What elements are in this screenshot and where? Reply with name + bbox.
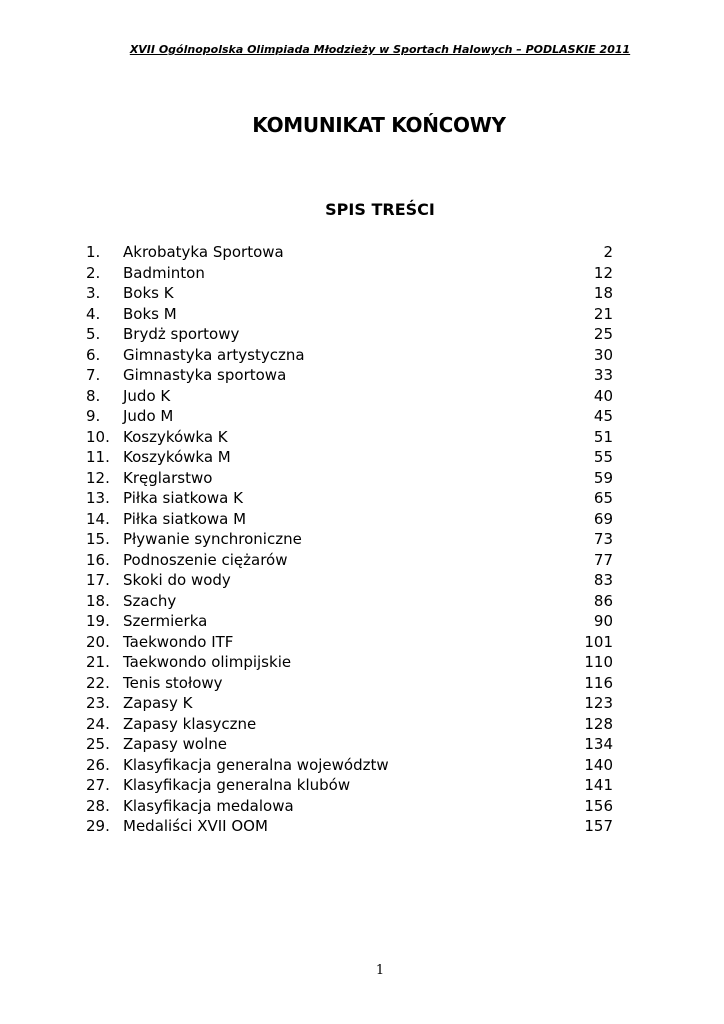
toc-entry-number: 7. [86, 366, 101, 384]
toc-entry-label: Judo M [123, 407, 174, 425]
toc-entry-page: 55 [593, 448, 613, 466]
toc-entry-label: Taekwondo ITF [123, 632, 234, 651]
toc-entry-number: 27. [86, 776, 110, 794]
toc-entry-label: Akrobatyka Sportowa [123, 243, 284, 261]
toc-entry-label: Klasyfikacja medalowa [123, 796, 294, 815]
toc-entry-number: 28. [86, 796, 110, 815]
toc-entry-page: 86 [593, 591, 613, 610]
toc-entry [86, 550, 613, 571]
toc-title: SPIS TREŚCI [325, 200, 435, 219]
toc-entry-label: Taekwondo olimpijskie [123, 653, 292, 671]
toc-entry-label: Kręglarstwo [123, 468, 213, 487]
toc-entry-page: 110 [584, 653, 613, 671]
toc-entry-label: Gimnastyka artystyczna [123, 345, 305, 364]
toc-entry-label: Szermierka [123, 612, 208, 630]
toc-entry [86, 755, 613, 776]
toc-entry [86, 242, 613, 263]
toc-entry [86, 796, 613, 817]
toc-entry-label: Medaliści XVII OOM [123, 817, 268, 835]
toc-entry-number: 8. [86, 386, 101, 405]
toc-entry-label: Zapasy klasyczne [123, 714, 257, 733]
toc-entry [86, 775, 613, 796]
toc-entry-page: 83 [593, 571, 613, 589]
toc-entry-page: 2 [603, 243, 613, 261]
table-of-contents [86, 242, 613, 837]
toc-entry-number: 20. [86, 632, 110, 651]
toc-entry-number: 13. [86, 489, 110, 507]
toc-entry-page: 21 [593, 304, 613, 323]
toc-entry-number: 16. [86, 550, 110, 569]
toc-entry-page: 90 [593, 612, 613, 630]
toc-entry-number: 2. [86, 263, 101, 282]
toc-entry-label: Koszykówka K [123, 427, 228, 446]
toc-entry-label: Boks K [123, 284, 174, 302]
toc-entry-number: 24. [86, 714, 110, 733]
toc-entry-label: Gimnastyka sportowa [123, 366, 287, 384]
toc-entry-page: 12 [593, 263, 613, 282]
toc-entry-number: 15. [86, 530, 110, 548]
toc-entry-page: 59 [593, 468, 613, 487]
toc-entry-label: Podnoszenie ciężarów [123, 550, 288, 569]
toc-entry-label: Skoki do wody [123, 571, 231, 589]
toc-entry-number: 29. [86, 817, 110, 835]
toc-entry [86, 468, 613, 489]
toc-entry-label: Pływanie synchroniczne [123, 530, 302, 548]
toc-entry [86, 673, 613, 694]
toc-entry-number: 5. [86, 325, 101, 343]
toc-entry-number: 4. [86, 304, 101, 323]
toc-entry-label: Tenis stołowy [123, 673, 223, 692]
toc-entry-page: 156 [584, 796, 613, 815]
toc-entry [86, 652, 613, 673]
toc-entry-page: 69 [593, 509, 613, 528]
toc-entry-page: 134 [584, 735, 613, 753]
toc-entry [86, 714, 613, 735]
toc-entry [86, 632, 613, 653]
toc-entry-label: Zapasy K [123, 694, 193, 712]
toc-entry [86, 304, 613, 325]
toc-entry-label: Szachy [123, 591, 177, 610]
toc-entry-number: 18. [86, 591, 110, 610]
toc-entry [86, 345, 613, 366]
toc-entry [86, 488, 613, 509]
toc-entry-page: 30 [593, 345, 613, 364]
toc-entry-page: 101 [584, 632, 613, 651]
toc-entry-number: 22. [86, 673, 110, 692]
document-title: KOMUNIKAT KOŃCOWY [252, 113, 506, 137]
toc-entry [86, 447, 613, 468]
toc-entry-number: 1. [86, 243, 101, 261]
toc-entry-number: 9. [86, 407, 101, 425]
toc-entry-label: Piłka siatkowa K [123, 489, 243, 507]
toc-entry-label: Judo K [123, 386, 171, 405]
toc-entry-label: Piłka siatkowa M [123, 509, 247, 528]
toc-entry [86, 591, 613, 612]
toc-entry-label: Klasyfikacja generalna województw [123, 755, 389, 774]
toc-entry-number: 6. [86, 345, 101, 364]
toc-entry [86, 263, 613, 284]
toc-entry-page: 116 [584, 673, 613, 692]
toc-entry-page: 73 [593, 530, 613, 548]
toc-entry-page: 140 [584, 755, 613, 774]
toc-entry [86, 324, 613, 345]
toc-entry-number: 11. [86, 448, 110, 466]
toc-entry-page: 128 [584, 714, 613, 733]
toc-entry-label: Klasyfikacja generalna klubów [123, 776, 351, 794]
toc-entry-number: 19. [86, 612, 110, 630]
toc-entry [86, 283, 613, 304]
toc-entry [86, 693, 613, 714]
toc-entry-number: 14. [86, 509, 110, 528]
toc-entry [86, 509, 613, 530]
toc-entry-page: 141 [584, 776, 613, 794]
toc-entry-number: 26. [86, 755, 110, 774]
toc-entry-label: Brydż sportowy [123, 325, 240, 343]
toc-entry-number: 25. [86, 735, 110, 753]
toc-entry-label: Badminton [123, 263, 205, 282]
page-number: 1 [375, 963, 385, 978]
toc-entry-number: 23. [86, 694, 110, 712]
toc-entry-page: 18 [593, 284, 613, 302]
toc-entry-page: 45 [593, 407, 613, 425]
toc-entry-number: 12. [86, 468, 110, 487]
toc-entry [86, 611, 613, 632]
toc-entry-number: 21. [86, 653, 110, 671]
toc-entry-page: 123 [584, 694, 613, 712]
toc-entry-page: 77 [593, 550, 613, 569]
toc-entry [86, 529, 613, 550]
toc-entry-number: 3. [86, 284, 101, 302]
toc-entry-label: Zapasy wolne [123, 735, 227, 753]
toc-entry-page: 157 [584, 817, 613, 835]
toc-entry [86, 386, 613, 407]
toc-entry [86, 734, 613, 755]
toc-entry-page: 65 [593, 489, 613, 507]
toc-entry-page: 40 [593, 386, 613, 405]
toc-entry-page: 25 [593, 325, 613, 343]
toc-entry-page: 51 [593, 427, 613, 446]
toc-entry [86, 406, 613, 427]
running-header: XVII Ogólnopolska Olimpiada Młodzieży w Sportach Halowych – PODLASKIE 2011 [129, 43, 631, 56]
toc-entry [86, 365, 613, 386]
toc-entry-page: 33 [593, 366, 613, 384]
toc-entry [86, 570, 613, 591]
toc-entry [86, 427, 613, 448]
toc-entry-number: 10. [86, 427, 110, 446]
toc-entry-label: Koszykówka M [123, 448, 231, 466]
toc-entry-number: 17. [86, 571, 110, 589]
toc-entry [86, 816, 613, 837]
toc-entry-label: Boks M [123, 304, 177, 323]
